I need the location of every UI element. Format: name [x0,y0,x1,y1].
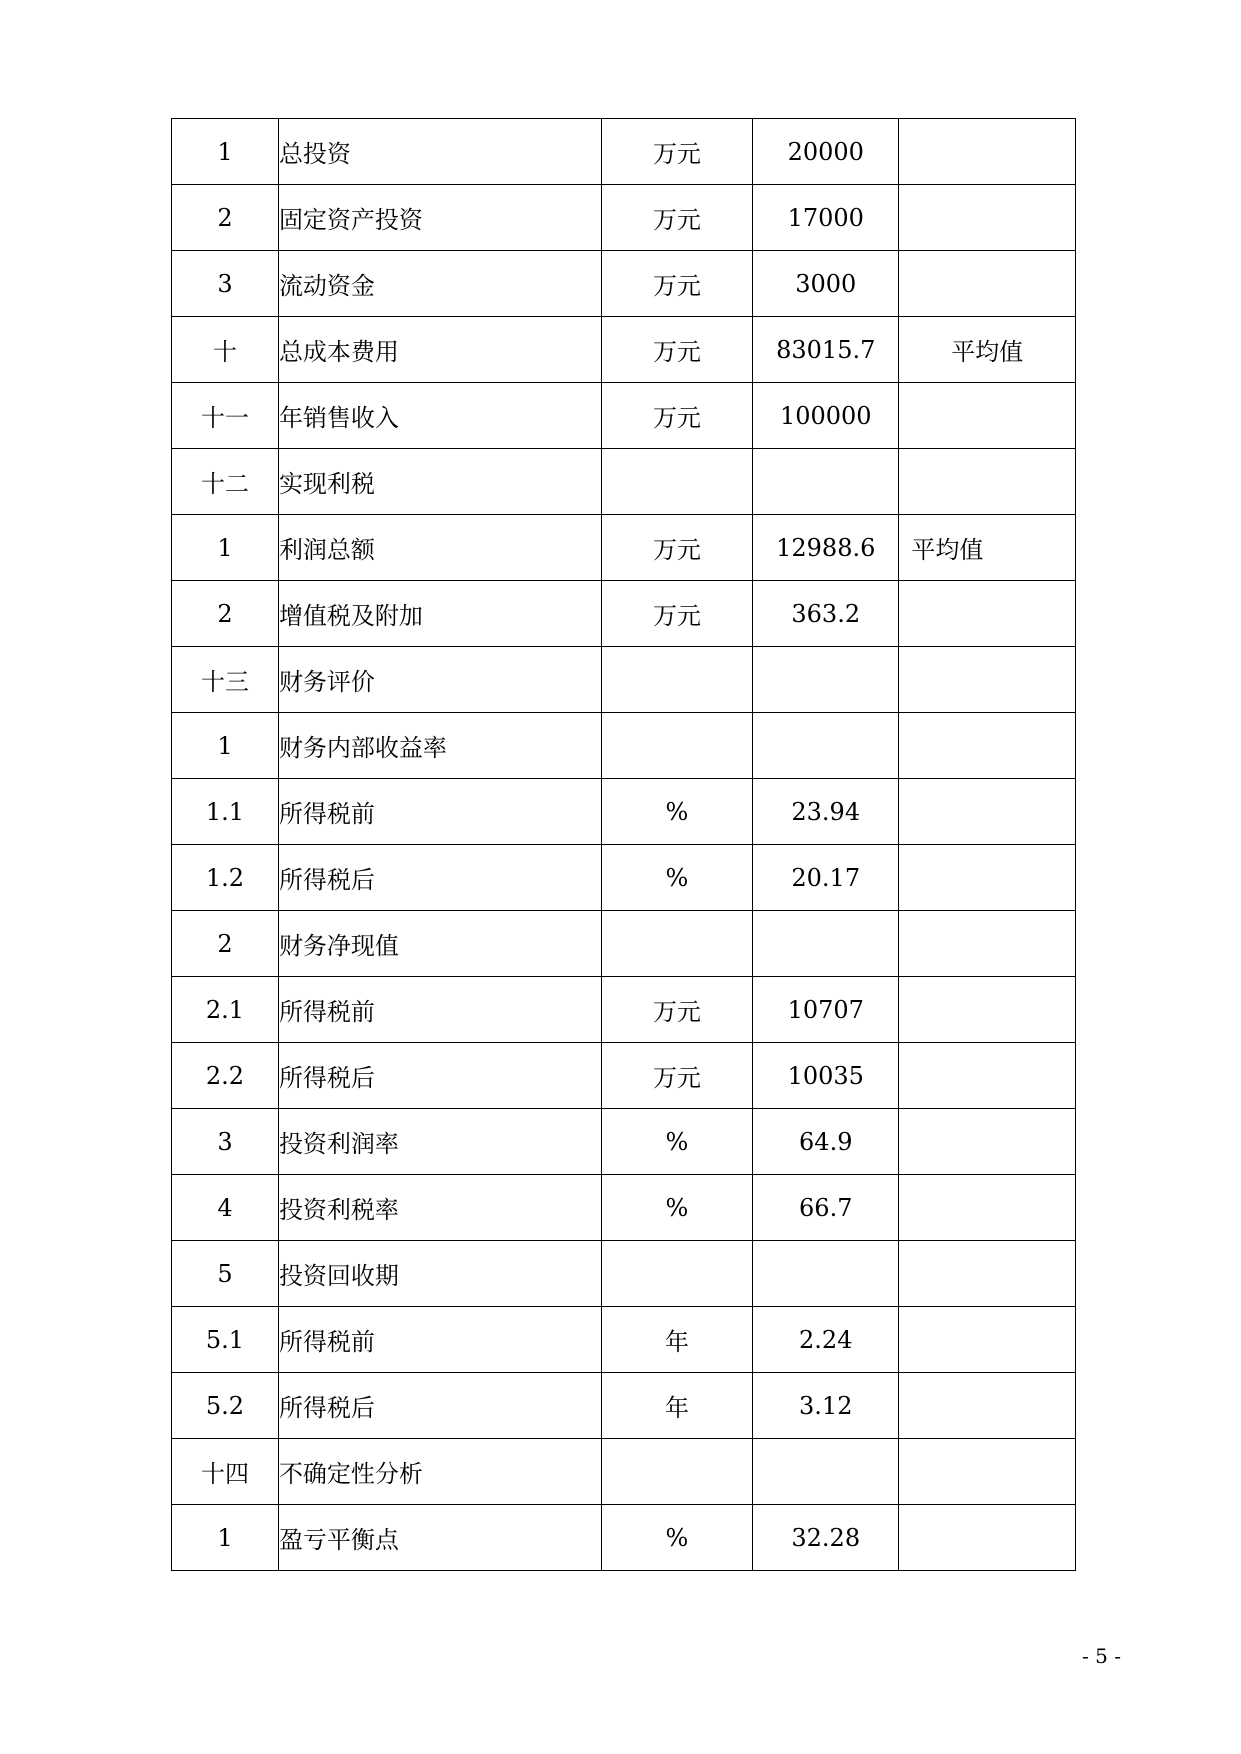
table-row [172,1505,1076,1571]
item-unit: % [601,1505,752,1571]
item-note [899,1043,1076,1109]
item-value: 2.24 [753,1307,899,1373]
table-row [172,119,1076,185]
item-note [899,185,1076,251]
row-number: 2.1 [172,977,279,1043]
row-number: 1.2 [172,845,279,911]
item-value: 3.12 [753,1373,899,1439]
item-name: 实现利税 [278,449,601,515]
item-value: 17000 [753,185,899,251]
item-name: 所得税后 [278,1043,601,1109]
item-note [899,383,1076,449]
item-unit: 万元 [601,383,752,449]
item-name: 投资回收期 [278,1241,601,1307]
item-note [899,1307,1076,1373]
item-name: 盈亏平衡点 [278,1505,601,1571]
item-unit [601,911,752,977]
table-row [172,1109,1076,1175]
item-value: 3000 [753,251,899,317]
item-name: 投资利润率 [278,1109,601,1175]
item-value [753,713,899,779]
item-unit: % [601,1175,752,1241]
item-note [899,1241,1076,1307]
row-number: 1 [172,1505,279,1571]
item-name: 财务评价 [278,647,601,713]
row-number: 1.1 [172,779,279,845]
item-unit [601,1241,752,1307]
row-number: 十二 [172,449,279,515]
item-note [899,713,1076,779]
item-value [753,911,899,977]
item-note [899,977,1076,1043]
item-value: 100000 [753,383,899,449]
item-note [899,911,1076,977]
table-row [172,1175,1076,1241]
table-row [172,1043,1076,1109]
table-row [172,1241,1076,1307]
table-row [172,845,1076,911]
table-row [172,581,1076,647]
item-unit: 万元 [601,1043,752,1109]
item-name: 固定资产投资 [278,185,601,251]
table-row [172,317,1076,383]
item-name: 所得税后 [278,1373,601,1439]
item-unit: 万元 [601,119,752,185]
table-row [172,713,1076,779]
item-value [753,1439,899,1505]
item-name: 增值税及附加 [278,581,601,647]
row-number: 十三 [172,647,279,713]
item-value [753,449,899,515]
item-unit [601,1439,752,1505]
row-number: 1 [172,515,279,581]
table-row [172,977,1076,1043]
item-note [899,1439,1076,1505]
item-unit: 万元 [601,581,752,647]
page-number: - 5 - [1082,1644,1121,1668]
table-row [172,449,1076,515]
item-value: 10035 [753,1043,899,1109]
item-note [899,449,1076,515]
item-value: 66.7 [753,1175,899,1241]
row-number: 1 [172,713,279,779]
table-row [172,911,1076,977]
item-name: 利润总额 [278,515,601,581]
item-note [899,1109,1076,1175]
table-row [172,383,1076,449]
row-number: 5.2 [172,1373,279,1439]
item-note [899,647,1076,713]
item-name: 所得税前 [278,977,601,1043]
item-note: 平均值 [899,515,1076,581]
table-row [172,1373,1076,1439]
table-row [172,779,1076,845]
item-value: 20000 [753,119,899,185]
item-note [899,845,1076,911]
item-value [753,1241,899,1307]
item-value: 64.9 [753,1109,899,1175]
item-name: 所得税后 [278,845,601,911]
table-row [172,251,1076,317]
row-number: 十四 [172,1439,279,1505]
item-value: 20.17 [753,845,899,911]
item-value: 10707 [753,977,899,1043]
table-row [172,1439,1076,1505]
item-note [899,119,1076,185]
item-unit: 万元 [601,977,752,1043]
row-number: 2 [172,911,279,977]
item-unit: 年 [601,1373,752,1439]
financial-indicators-table [171,118,1076,1571]
item-unit: 万元 [601,185,752,251]
row-number: 3 [172,1109,279,1175]
item-name: 所得税前 [278,779,601,845]
item-name: 总投资 [278,119,601,185]
item-name: 投资利税率 [278,1175,601,1241]
table-row [172,185,1076,251]
row-number: 十 [172,317,279,383]
item-name: 财务内部收益率 [278,713,601,779]
item-unit [601,449,752,515]
row-number: 5 [172,1241,279,1307]
item-name: 年销售收入 [278,383,601,449]
table-row [172,1307,1076,1373]
row-number: 2 [172,581,279,647]
item-note [899,1505,1076,1571]
item-unit [601,647,752,713]
item-unit: 万元 [601,251,752,317]
item-unit: % [601,845,752,911]
item-name: 所得税前 [278,1307,601,1373]
item-note [899,581,1076,647]
row-number: 5.1 [172,1307,279,1373]
row-number: 十一 [172,383,279,449]
item-unit: % [601,779,752,845]
table-row [172,647,1076,713]
item-name: 流动资金 [278,251,601,317]
row-number: 2 [172,185,279,251]
item-unit [601,713,752,779]
row-number: 2.2 [172,1043,279,1109]
item-value: 83015.7 [753,317,899,383]
item-note [899,779,1076,845]
row-number: 3 [172,251,279,317]
item-note [899,1373,1076,1439]
table-row [172,515,1076,581]
item-value [753,647,899,713]
item-note: 平均值 [899,317,1076,383]
item-note [899,251,1076,317]
item-unit: % [601,1109,752,1175]
item-unit: 年 [601,1307,752,1373]
item-name: 不确定性分析 [278,1439,601,1505]
item-unit: 万元 [601,317,752,383]
item-unit: 万元 [601,515,752,581]
item-value: 23.94 [753,779,899,845]
item-value: 363.2 [753,581,899,647]
item-note [899,1175,1076,1241]
row-number: 1 [172,119,279,185]
item-value: 32.28 [753,1505,899,1571]
item-value: 12988.6 [753,515,899,581]
row-number: 4 [172,1175,279,1241]
item-name: 财务净现值 [278,911,601,977]
item-name: 总成本费用 [278,317,601,383]
